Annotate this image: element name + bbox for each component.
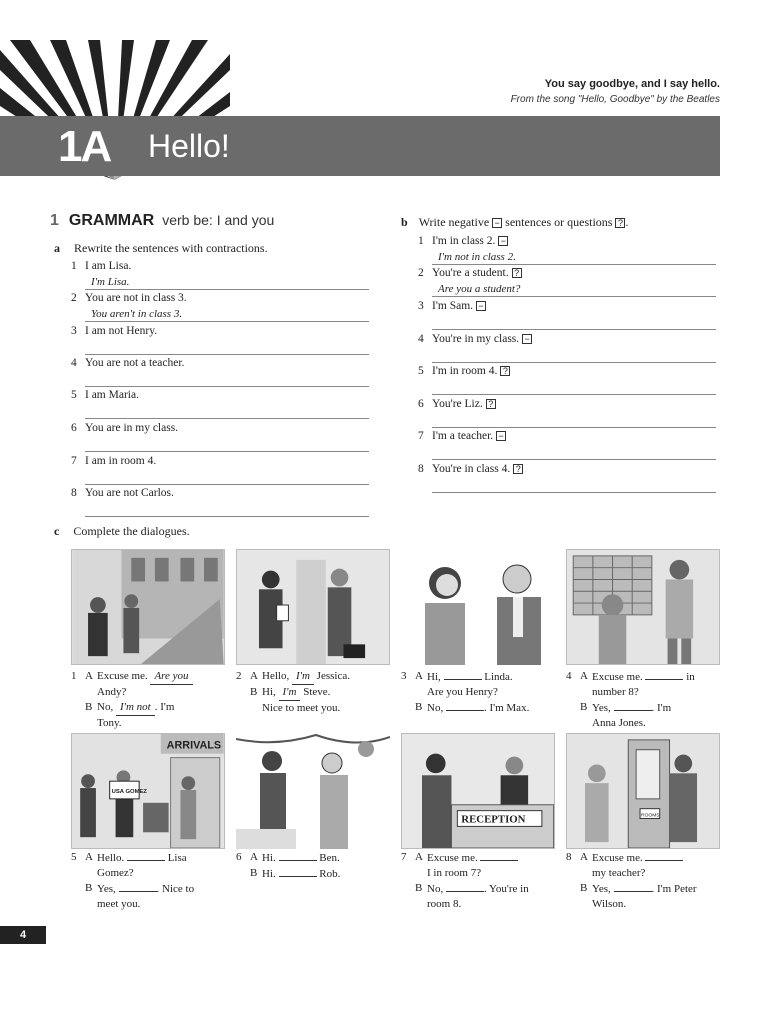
negative-symbol-icon: − (498, 236, 508, 246)
part-a-letter: a (54, 241, 60, 255)
dialogue-text: Jessica. (316, 670, 350, 682)
dialogue-text: Yes, (592, 702, 611, 714)
item-number: 3 (71, 325, 77, 337)
answer-line[interactable] (85, 373, 369, 387)
section-heading (50, 212, 274, 230)
reception-sign: RECEPTION (461, 813, 526, 826)
dialogue-text: Excuse me. (97, 670, 148, 682)
dialogue-text: . I'm (651, 702, 672, 714)
illustration-arrivals (71, 733, 225, 849)
dialogue-text: No, (427, 702, 444, 714)
section-title: GRAMMAR (68, 212, 155, 229)
item-text: I'm Sam. (432, 300, 474, 312)
dialogue-text: Gomez? (97, 867, 134, 879)
dialogue-text: Tony. (97, 717, 122, 729)
answer-blank[interactable] (119, 881, 157, 892)
part-a-instruction: Rewrite the sentences with contractions. (74, 241, 268, 255)
negative-symbol-icon: − (476, 301, 486, 311)
speaker-b: B (85, 701, 93, 713)
page-number: 4 (0, 926, 46, 944)
item-text: I am Maria. (85, 389, 139, 401)
dialogue-text: Ben. (319, 852, 340, 864)
dialogue-text: . I'm (154, 701, 175, 713)
dialogue-text: Nice to meet you. (262, 702, 341, 714)
item-number: 2 (71, 292, 77, 304)
illustration-party (236, 733, 390, 849)
answer-line[interactable] (432, 479, 716, 493)
speaker-b: B (580, 701, 588, 713)
part-a-item (71, 422, 178, 434)
dialogue-answer: Are you (150, 669, 192, 685)
part-b-letter: b (401, 215, 408, 229)
dialogue-answer: I'm (292, 669, 314, 685)
dialogue-1 (71, 669, 231, 731)
epigraph-quote: You say goodbye, and I say hello. (544, 78, 720, 90)
dialogue-text: Wilson. (592, 898, 627, 910)
illustration-office (236, 549, 390, 665)
dialogue-text: . I'm Max. (483, 702, 530, 714)
answer-blank[interactable] (444, 669, 482, 680)
item-number: 7 (418, 430, 424, 442)
epigraph (511, 78, 720, 105)
dialogue-text: Linda. (484, 671, 513, 683)
dialogue-2 (236, 669, 396, 716)
part-b-item (418, 398, 496, 410)
speaker-a: A (250, 851, 258, 863)
question-symbol-icon: ? (486, 399, 496, 409)
dialogue-text: Steve. (303, 686, 331, 698)
arrivals-sign: ARRIVALS (166, 739, 222, 752)
speaker-b: B (250, 686, 258, 698)
dialogue-text: Rob. (319, 868, 341, 880)
dialogue-8 (566, 850, 726, 912)
dialogue-number: 5 (71, 851, 77, 863)
speaker-a: A (85, 851, 93, 863)
dialogue-7 (401, 850, 561, 912)
part-b-header (401, 215, 628, 230)
part-b-item (418, 430, 506, 442)
section-number: 1 (50, 212, 59, 229)
part-b-item (418, 365, 510, 377)
item-number: 4 (418, 333, 424, 345)
item-number: 6 (71, 422, 77, 434)
dialogue-text: Excuse me. (592, 671, 643, 683)
dialogue-text: Yes, (592, 883, 611, 895)
part-c-header (54, 522, 190, 540)
dialogue-text: Hi. (262, 868, 276, 880)
answer-line[interactable] (85, 405, 369, 419)
item-number: 4 (71, 357, 77, 369)
speaker-a: A (580, 670, 588, 682)
answer-blank[interactable] (645, 669, 683, 680)
dialogue-text: . Nice to (156, 883, 195, 895)
dialogue-6 (236, 850, 396, 882)
dialogue-3 (401, 669, 561, 716)
dialogue-text: Excuse me. (427, 852, 478, 864)
dialogue-4 (566, 669, 726, 731)
dialogue-text: Are you Henry? (427, 686, 498, 698)
speaker-b: B (85, 882, 93, 894)
dialogue-text: No, (97, 701, 114, 713)
unit-code: 1A (58, 122, 111, 171)
item-text: You are not Carlos. (85, 487, 174, 499)
dialogue-text: Lisa (167, 852, 187, 864)
item-text: You are not in class 3. (85, 292, 187, 304)
answer-line[interactable]: I'm Lisa. (85, 276, 369, 290)
dialogue-number: 4 (566, 670, 572, 682)
dialogue-text: my teacher? (592, 867, 646, 879)
dialogue-text: . You're in (483, 883, 529, 895)
part-b-item (418, 235, 508, 247)
illustration-mailboxes (566, 549, 720, 665)
dialogue-text: . I'm Peter (651, 883, 697, 895)
part-a-item (71, 357, 184, 369)
speaker-b: B (415, 701, 423, 713)
dialogue-number: 3 (401, 670, 407, 682)
dialogue-text: Hi. (262, 852, 276, 864)
answer-line[interactable] (432, 414, 716, 428)
speaker-a: A (85, 670, 93, 682)
answer-line[interactable] (85, 438, 369, 452)
rooms-sign: ROOMS (641, 813, 660, 819)
answer-blank[interactable] (480, 850, 518, 861)
dialogue-number: 8 (566, 851, 572, 863)
dialogue-text: number 8? (592, 686, 639, 698)
item-text: You are in my class. (85, 422, 179, 434)
item-text: You're in class 4. (432, 463, 511, 475)
item-text: I am Lisa. (85, 260, 132, 272)
part-c-letter: c (54, 524, 60, 538)
section-subtitle: verb be: I and you (162, 212, 275, 228)
part-b-instruction-pre: Write negative (418, 215, 490, 229)
item-text: I am not Henry. (85, 325, 158, 337)
part-a-item (71, 325, 157, 337)
answer-line[interactable] (432, 316, 716, 330)
answer-blank[interactable] (127, 850, 165, 861)
question-symbol-icon: ? (512, 268, 522, 278)
dialogue-text: Yes, (97, 883, 116, 895)
answer-blank[interactable] (279, 850, 317, 861)
answer-line[interactable] (432, 446, 716, 460)
dialogue-answer: I'm (279, 685, 301, 701)
answer-blank[interactable] (446, 881, 484, 892)
part-b-item (418, 463, 523, 475)
dialogue-text: in (686, 671, 695, 683)
usa-sign: USA GOMEZ (111, 788, 147, 795)
item-number: 3 (418, 300, 424, 312)
answer-line[interactable] (432, 381, 716, 395)
item-text: You are not a teacher. (85, 357, 185, 369)
item-text: I'm in class 2. (432, 235, 496, 247)
answer-blank[interactable] (279, 866, 317, 877)
speaker-b: B (415, 882, 423, 894)
dialogue-text: Hello. (97, 852, 125, 864)
item-number: 7 (71, 455, 77, 467)
item-text: You're a student. (432, 267, 509, 279)
speaker-b: B (580, 882, 588, 894)
dialogue-number: 1 (71, 670, 77, 682)
answer-blank[interactable] (446, 700, 484, 711)
item-number: 2 (418, 267, 424, 279)
dialogue-text: I in room 7? (427, 867, 482, 879)
answer-line[interactable] (85, 503, 369, 517)
negative-symbol-icon: − (492, 218, 502, 228)
answer-blank[interactable] (614, 881, 652, 892)
negative-symbol-icon: − (496, 431, 506, 441)
part-a-header (54, 239, 268, 257)
illustration-greeting (401, 549, 555, 665)
dialogue-number: 7 (401, 851, 407, 863)
part-a-item (71, 260, 131, 272)
part-a-item (71, 292, 187, 304)
answer-line[interactable]: I'm not in class 2. (432, 251, 716, 265)
epigraph-source: From the song "Hello, Goodbye" by the Beatles (510, 94, 720, 105)
dialogue-number: 2 (236, 670, 242, 682)
part-b-item (418, 267, 522, 279)
item-text: You're Liz. (432, 398, 483, 410)
answer-line[interactable] (432, 349, 716, 363)
dialogue-text: Excuse me. (592, 852, 643, 864)
item-text: I'm in room 4. (432, 365, 498, 377)
answer-line[interactable]: Are you a student? (432, 283, 716, 297)
speaker-a: A (415, 670, 423, 682)
illustration-reception (401, 733, 555, 849)
item-text: I am in room 4. (85, 455, 157, 467)
part-b-instruction-end: . (625, 215, 629, 229)
question-symbol-icon: ? (500, 366, 510, 376)
dialogue-text: meet you. (97, 898, 141, 910)
answer-blank[interactable] (614, 700, 652, 711)
dialogue-text: Andy? (97, 686, 127, 698)
answer-line[interactable] (85, 471, 369, 485)
dialogue-text: Hello, (262, 670, 290, 682)
part-b-instruction-mid: sentences or questions (505, 215, 613, 229)
speaker-b: B (250, 867, 258, 879)
part-b-item (418, 300, 486, 312)
dialogue-text: Hi, (427, 671, 441, 683)
part-a-item (71, 389, 139, 401)
item-number: 8 (418, 463, 424, 475)
speaker-a: A (415, 851, 423, 863)
item-number: 5 (71, 389, 77, 401)
dialogue-text: room 8. (427, 898, 462, 910)
item-text: You're in my class. (432, 333, 520, 345)
dialogue-text: Hi, (262, 686, 276, 698)
speaker-a: A (250, 670, 258, 682)
part-b-item (418, 333, 532, 345)
dialogue-number: 6 (236, 851, 242, 863)
item-number: 1 (418, 235, 424, 247)
answer-blank[interactable] (645, 850, 683, 861)
illustration-door (566, 733, 720, 849)
part-c-instruction: Complete the dialogues. (73, 524, 190, 538)
item-number: 5 (418, 365, 424, 377)
illustration-street (71, 549, 225, 665)
dialogue-text: Anna Jones. (592, 717, 646, 729)
item-number: 8 (71, 487, 77, 499)
part-a-item (71, 487, 174, 499)
question-symbol-icon: ? (513, 464, 523, 474)
speaker-a: A (580, 851, 588, 863)
question-symbol-icon: ? (615, 218, 625, 228)
negative-symbol-icon: − (522, 334, 532, 344)
dialogue-5 (71, 850, 231, 912)
part-a-item (71, 455, 156, 467)
dialogue-answer: I'm not (116, 700, 155, 716)
dialogue-text: No, (427, 883, 444, 895)
item-number: 1 (71, 260, 77, 272)
item-text: I'm a teacher. (432, 430, 494, 442)
item-number: 6 (418, 398, 424, 410)
unit-title: Hello! (148, 128, 230, 164)
answer-line[interactable]: You aren't in class 3. (85, 308, 369, 322)
answer-line[interactable] (85, 341, 369, 355)
